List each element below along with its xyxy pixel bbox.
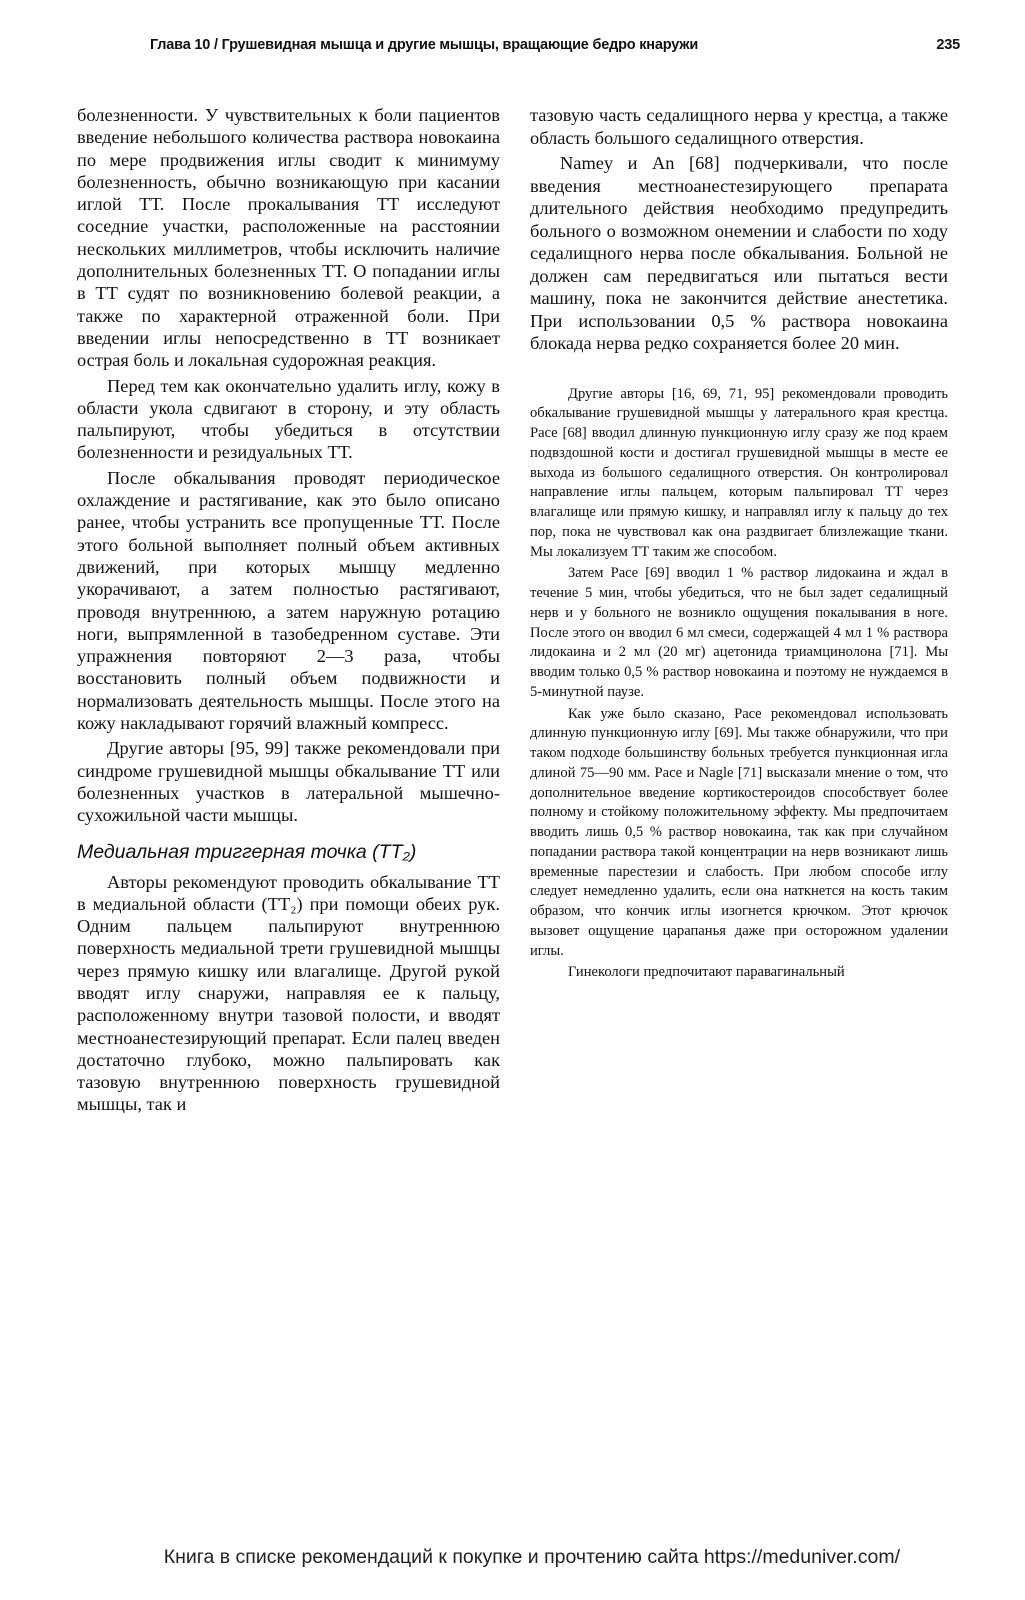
paragraph: Как уже было сказано, Pace рекомендовал использовать длинную пункционную иглу [69]. Мы также обнаружили, что при таком подходе большинству больных требуется пункционная игла длиной 75—90 мм. Pace и Nagle [71] высказали мнение о том, что дополнительное введение кортикостероидов способствует более полному и стойкому положительному эффекту. Мы предпочитаем вводить лишь 0,5 % раствор новокаина, так как при случайном попадании раствора такой концентрации на нерв возникают лишь временные парестезии и слабость. При любом способе иглу следует немедленно удалить, если она наткнется на кость таким образом, что кончик иглы изогнется крючком. Этот крючок вызовет ощущение царапанья даже при осторожном удалении иглы. <box>530 705 948 959</box>
running-head <box>150 37 960 53</box>
paragraph: Другие авторы [16, 69, 71, 95] рекомендовали проводить обкалывание грушевидной мышцы у латерального края крестца. Pace [68] вводил длинную пункционную иглу сразу же под краем подвздошной кости и достигал грушевидной мышцы в месте ее выхода из большого седалищного отверстия. Он контролировал направление иглы пальцем, которым пальпировал ТТ через влагалище или прямую кишку, и направлял иглу к пальцу до тех пор, пока не чувствовал как она раздвигает близлежащие ткани. Мы локализуем ТТ таким же способом. <box>530 385 948 560</box>
paragraph: Другие авторы [95, 99] также рекомендовали при синдроме грушевидной мышцы обкалывание ТТ или болезненных участков в латеральной мышечно-сухожильной части мышцы. <box>77 738 500 826</box>
paragraph: Namey и An [68] подчеркивали, что после введения местноанестезирующего препарата длительного действия необходимо предупредить больного о возможном онемении и слабости по ходу седалищного нерва после обкалывания. Больной не должен сам передвигаться или пытаться вести машину, пока не закончится действие анестетика. При использовании 0,5 % раствора новокаина блокада нерва редко сохраняется более 20 мин. <box>530 153 948 353</box>
site-watermark: Книга в списке рекомендаций к покупке и прочтению сайта https://meduniver.com/ <box>163 1546 900 1568</box>
paragraph: Перед тем как окончательно удалить иглу, кожу в области укола сдвигают в сторону, и эту область пальпируют, чтобы убедиться в отсутствии болезненности и резидуальных ТТ. <box>77 375 500 463</box>
paragraph: Гинекологи предпочитают паравагинальный <box>568 964 845 981</box>
paragraph: тазовую часть седалищного нерва у крестца, а также область большого седалищного отверстия. <box>530 105 948 148</box>
section-heading: Медиальная триггерная точка (ТТ₂) <box>77 840 417 863</box>
paragraph: болезненности. У чувствительных к боли пациентов введение небольшого количества раствора новокаина по мере продвижения иглы сводит к минимуму болезненность, обычно возникающую при касании иглой ТТ. После прокалывания ТТ исследуют соседние участки, расположенные на расстоянии нескольких миллиметров, чтобы исключить наличие дополнительных болезненных ТТ. О попадании иглы в ТТ судят по возникновению болевой реакции, а также по характерной отраженной боли. При введении иглы непосредственно в ТТ возникает острая боль и локальная судорожная реакция. <box>77 105 500 371</box>
right-column <box>530 104 948 983</box>
chapter-title: Глава 10 / Грушевидная мышца и другие мышцы, вращающие бедро кнаружи <box>150 37 699 53</box>
page-number: 235 <box>936 37 960 53</box>
paragraph: После обкалывания проводят периодическое охлаждение и растягивание, как это было описано ранее, чтобы устранить все пропущенные ТТ. После этого больной выполняет полный объем активных движений, при которых мышцу медленно укорачивают, а затем полностью растягивают, проводя внутреннюю, а затем наружную ротацию ноги, выпрямленной в тазобедренном суставе. Эти упражнения повторяют 2—3 раза, чтобы восстановить полный объем подвижности и нормализовать деятельность мышцы. После этого на кожу накладывают горячий влажный компресс. <box>77 467 500 734</box>
paragraph: Авторы рекомендуют проводить обкалывание ТТ в медиальной области (ТТ₂) при помощи обеих рук. Одним пальцем пальпируют внутреннюю поверхность медиальной трети грушевидной мышцы через прямую кишку или влагалище. Другой рукой вводят иглу снаружи, направляя ее к пальцу, расположенному внутри тазовой полости, и вводят местноанестезирующий препарат. Если палец введен достаточно глубоко, можно пальпировать как тазовую внутреннюю поверхность грушевидной мышцы, так и <box>77 871 500 1115</box>
left-column <box>77 104 500 1116</box>
paragraph: Затем Pace [69] вводил 1 % раствор лидокаина и ждал в течение 5 мин, чтобы убедиться, что не был задет седалищный нерв и у больного не возникло ощущения покалывания в ноге. После этого он вводил 6 мл смеси, содержащей 4 мл 1 % раствора лидокаина и 2 мл (20 мг) ацетонида триамцинолона [71]. Мы вводим только 0,5 % раствор новокаина и поэтому не нуждаемся в 5-минутной паузе. <box>530 565 948 700</box>
